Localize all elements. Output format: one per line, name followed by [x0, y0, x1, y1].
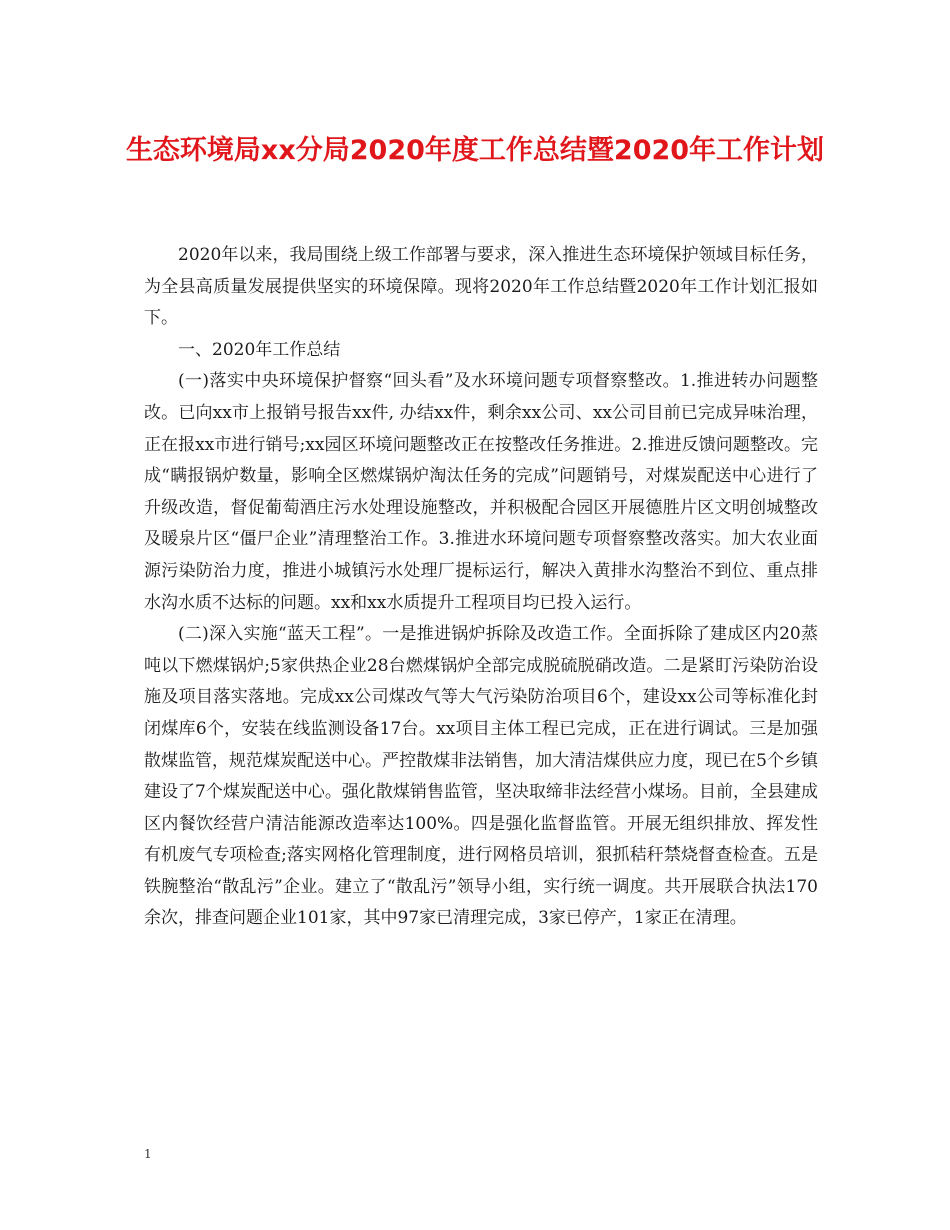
- body-paragraph: (二)深入实施“蓝天工程”。一是推进锅炉拆除及改造工作。全面拆除了建成区内20蒸吨以下燃煤锅炉;5家供热企业28台燃煤锅炉全部完成脱硫脱硝改造。二是紧盯污染防治设施及项目落实落地。完成xx公司煤改气等大气污染防治项目6个，建设xx公司等标准化封闭煤库6个，安装在线监测设备17台。xx项目主体工程已完成，正在进行调试。三是加强散煤监管，规范煤炭配送中心。严控散煤非法销售，加大清洁煤供应力度，现已在5个乡镇建设了7个煤炭配送中心。强化散煤销售监管，坚决取缔非法经营小煤场。目前，全县建成区内餐饮经营户清洁能源改造率达100%。四是强化监督监管。开展无组织排放、挥发性有机废气专项检查;落实网格化管理制度，进行网格员培训，狠抓秸秆禁烧督查检查。五是铁腕整治“散乱污”企业。建立了“散乱污”领导小组，实行统一调度。共开展联合执法170余次，排查问题企业101家，其中97家已清理完成，3家已停产，1家正在清理。: [144, 624, 818, 929]
- body-paragraph: (一)落实中央环境保护督察“回头看”及水环境问题专项督察整改。1.推进转办问题整改。已向xx市上报销号报告xx件, 办结xx件，剩余xx公司、xx公司目前已完成异味治理，正在报xx市进行销号;xx园区环境问题整改正在按整改任务推进。2.推进反馈问题整改。完成“瞒报锅炉数量，影响全区燃煤锅炉淘汰任务的完成”问题销号，对煤炭配送中心进行了升级改造，督促葡萄酒庄污水处理设施整改，并积极配合园区开展德胜片区文明创城整改及暖泉片区“僵尸企业”清理整治工作。3.推进水环境问题专项督察整改落实。加大农业面源污染防治力度，推进小城镇污水处理厂提标运行，解决入黄排水沟整治不到位、重点排水沟水质不达标的问题。xx和xx水质提升工程项目均已投入运行。: [144, 371, 818, 613]
- intro-paragraph: 2020年以来，我局围绕上级工作部署与要求，深入推进生态环境保护领域目标任务，为全县高质量发展提供坚实的环境保障。现将2020年工作总结暨2020年工作计划汇报如下。: [144, 245, 818, 329]
- page-number: 1: [144, 1147, 152, 1161]
- document-body: [144, 240, 818, 935]
- document-title: 生态环境局xx分局2020年度工作总结暨2020年工作计划: [125, 135, 825, 166]
- section-heading: 一、2020年工作总结: [178, 339, 341, 360]
